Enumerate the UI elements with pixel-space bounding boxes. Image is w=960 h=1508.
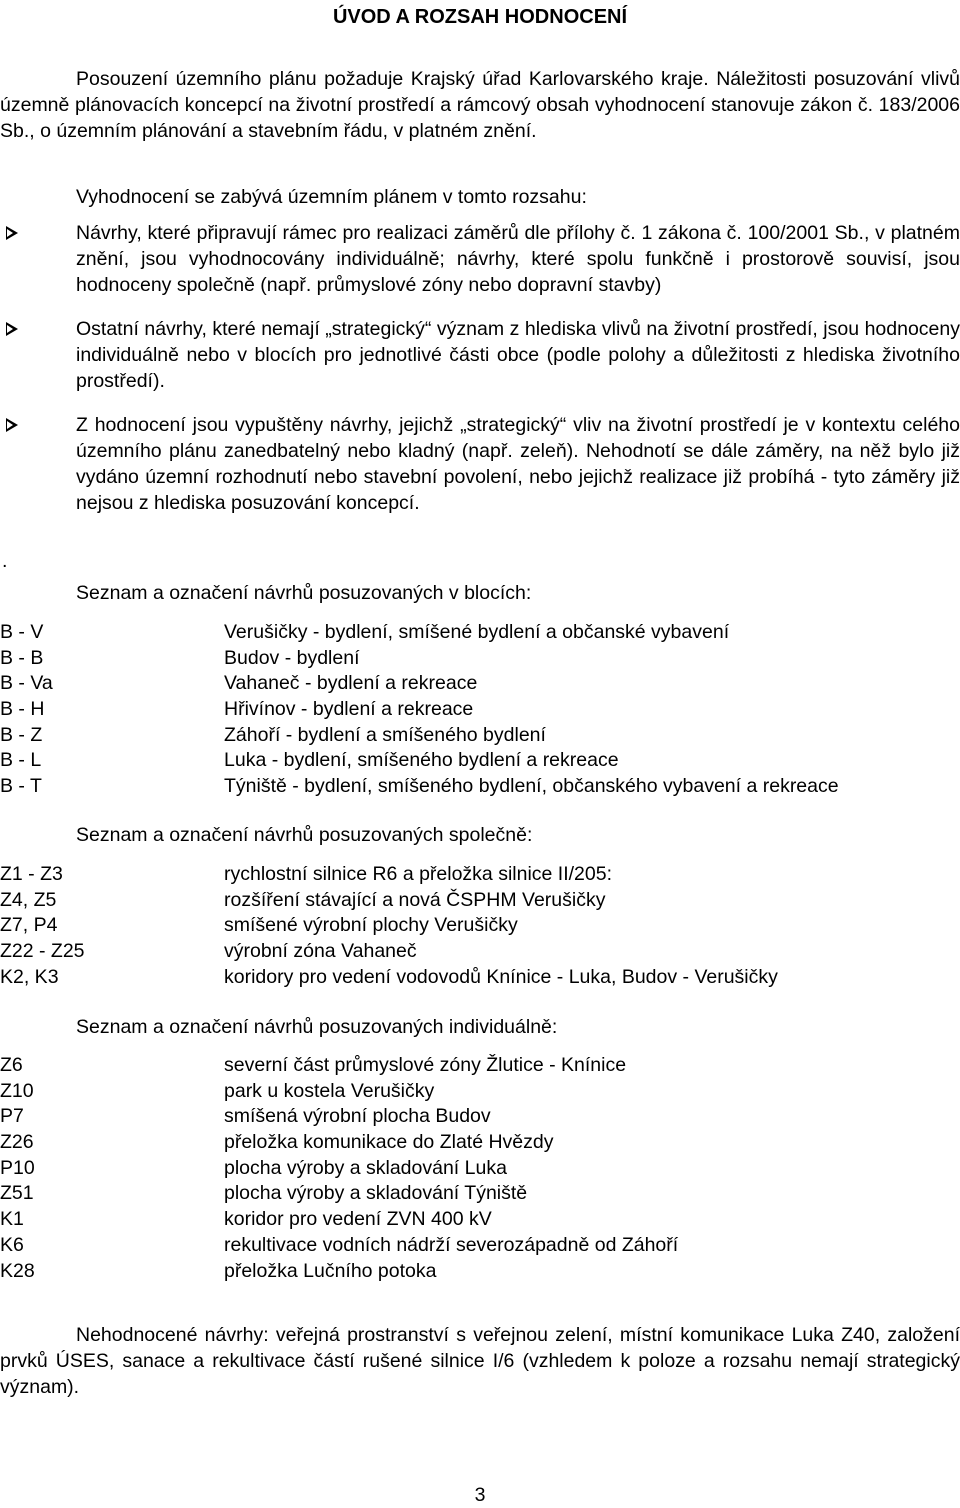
item-description: Týniště - bydlení, smíšeného bydlení, občanského vybavení a rekreace [224, 775, 839, 798]
list-item [0, 1129, 960, 1155]
item-description: plocha výroby a skladování Týniště [224, 1182, 528, 1205]
page-title: ÚVOD A ROZSAH HODNOCENÍ [332, 6, 628, 28]
item-code: Z1 - Z3 [0, 863, 63, 885]
item-description: výrobní zóna Vahaneč [224, 940, 417, 963]
item-description: Budov - bydlení [224, 646, 360, 669]
item-description: severní část průmyslové zóny Žlutice - Knínice [224, 1054, 627, 1076]
item-description: přeložka Lučního potoka [224, 1259, 437, 1282]
list-item [0, 1180, 960, 1206]
item-code: Z22 - Z25 [0, 940, 85, 963]
item-code: B - V [0, 621, 44, 643]
scope-bullet [0, 412, 960, 516]
arrowhead-bullet-icon [6, 322, 18, 336]
item-code: K2, K3 [0, 965, 59, 988]
item-description: rychlostní silnice R6 a přeložka silnice II/205: [224, 863, 613, 885]
item-code: P10 [0, 1156, 35, 1179]
scope-bullet [0, 316, 960, 394]
joint-heading: Seznam a označení návrhů posuzovaných společně: [76, 824, 533, 846]
list-item [0, 1206, 960, 1232]
list-item [0, 619, 960, 645]
item-code: B - Va [0, 672, 53, 695]
blocks-list [0, 619, 960, 799]
scope-heading: Vyhodnocení se zabývá územním plánem v tomto rozsahu: [76, 186, 587, 208]
item-description: smíšené výrobní plochy Verušičky [224, 914, 518, 937]
scope-bullet-list [0, 220, 960, 516]
stray-dot: . [2, 550, 8, 572]
item-description: Luka - bydlení, smíšeného bydlení a rekreace [224, 749, 619, 772]
individual-list [0, 1052, 960, 1283]
item-description: koridor pro vedení ZVN 400 kV [224, 1208, 492, 1231]
list-item [0, 696, 960, 722]
item-description: koridory pro vedení vodovodů Knínice - Luka, Budov - Verušičky [224, 965, 778, 988]
list-item [0, 887, 960, 913]
list-item [0, 861, 960, 887]
item-code: K28 [0, 1259, 35, 1282]
item-code: K1 [0, 1208, 24, 1231]
item-description: park u kostela Verušičky [224, 1079, 435, 1102]
list-item [0, 1155, 960, 1181]
page-number: 3 [474, 1484, 486, 1506]
list-item [0, 938, 960, 964]
item-description: Hřivínov - bydlení a rekreace [224, 698, 474, 721]
intro-paragraph: Posouzení územního plánu požaduje Krajský úřad Karlovarského kraje. Náležitosti posuzování vlivů územně plánovacích koncepcí na životní prostředí a rámcový obsah vyhodnocení stanovuje zákon č. 183/2006 Sb., o územním plánování a stavebním řádu, v platném znění. [0, 68, 960, 142]
item-description: rozšíření stávající a nová ČSPHM Verušičky [224, 888, 606, 911]
individual-heading: Seznam a označení návrhů posuzovaných individuálně: [76, 1016, 558, 1038]
list-item [0, 670, 960, 696]
item-description: přeložka komunikace do Zlaté Hvězdy [224, 1131, 554, 1154]
list-item [0, 964, 960, 990]
list-item [0, 1232, 960, 1258]
item-code: Z51 [0, 1182, 34, 1205]
scope-bullet-text: Návrhy, které připravují rámec pro realizaci záměrů dle přílohy č. 1 zákona č. 100/2001 Sb., v platném znění, jsou vyhodnocovány individuálně; návrhy, které spolu funkčně i prostorově souvisí, jsou hodnoceny společně (např. průmyslové zóny nebo dopravní stavby) [76, 222, 960, 296]
list-item [0, 747, 960, 773]
scope-bullet-text: Z hodnocení jsou vypuštěny návrhy, jejichž „strategický“ vliv na životní prostředí je v kontextu celého územního plánu zanedbatelný nebo kladný (např. zeleň). Nehodnotí se dále záměry, na něž bylo již vydáno územní rozhodnutí nebo stavební povolení, nebo jejichž realizace již probíhá - tyto záměry již nejsou z hlediska posuzování koncepcí. [76, 414, 960, 514]
item-code: B - T [0, 775, 42, 798]
list-item [0, 1078, 960, 1104]
item-code: B - L [0, 749, 42, 772]
arrowhead-bullet-icon [6, 418, 18, 432]
item-description: Záhoří - bydlení a smíšeného bydlení [224, 723, 546, 746]
item-description: Verušičky - bydlení, smíšené bydlení a občanské vybavení [224, 621, 730, 643]
list-item [0, 773, 960, 799]
item-code: Z4, Z5 [0, 888, 57, 911]
scope-bullet [0, 220, 960, 298]
item-code: Z7, P4 [0, 914, 58, 937]
item-code: B - Z [0, 723, 43, 746]
item-code: Z26 [0, 1131, 34, 1154]
list-item [0, 1103, 960, 1129]
final-paragraph: Nehodnocené návrhy: veřejná prostranství s veřejnou zelení, místní komunikace Luka Z40, založení prvků ÚSES, sanace a rekultivace částí rušené silnice I/6 (vzhledem k poloze a rozsahu nemají strategický význam). [0, 1324, 960, 1398]
item-code: P7 [0, 1105, 24, 1128]
item-code: Z10 [0, 1079, 34, 1102]
joint-list [0, 861, 960, 989]
list-item [0, 1052, 960, 1078]
list-item [0, 912, 960, 938]
list-item [0, 645, 960, 671]
item-code: Z6 [0, 1054, 23, 1076]
scope-bullet-text: Ostatní návrhy, které nemají „strategický“ význam z hlediska vlivů na životní prostředí, jsou hodnoceny individuálně nebo v blocích pro jednotlivé části obce (podle polohy a důležitosti z hlediska životního prostředí). [76, 318, 960, 392]
item-code: K6 [0, 1233, 24, 1256]
list-item [0, 1258, 960, 1284]
item-code: B - H [0, 698, 45, 721]
item-description: Vahaneč - bydlení a rekreace [224, 672, 478, 695]
item-description: plocha výroby a skladování Luka [224, 1156, 507, 1179]
list-item [0, 722, 960, 748]
item-description: rekultivace vodních nádrží severozápadně od Záhoří [224, 1233, 679, 1256]
arrowhead-bullet-icon [6, 226, 18, 240]
item-code: B - B [0, 646, 44, 669]
blocks-heading: Seznam a označení návrhů posuzovaných v blocích: [76, 582, 532, 604]
item-description: smíšená výrobní plocha Budov [224, 1105, 491, 1128]
